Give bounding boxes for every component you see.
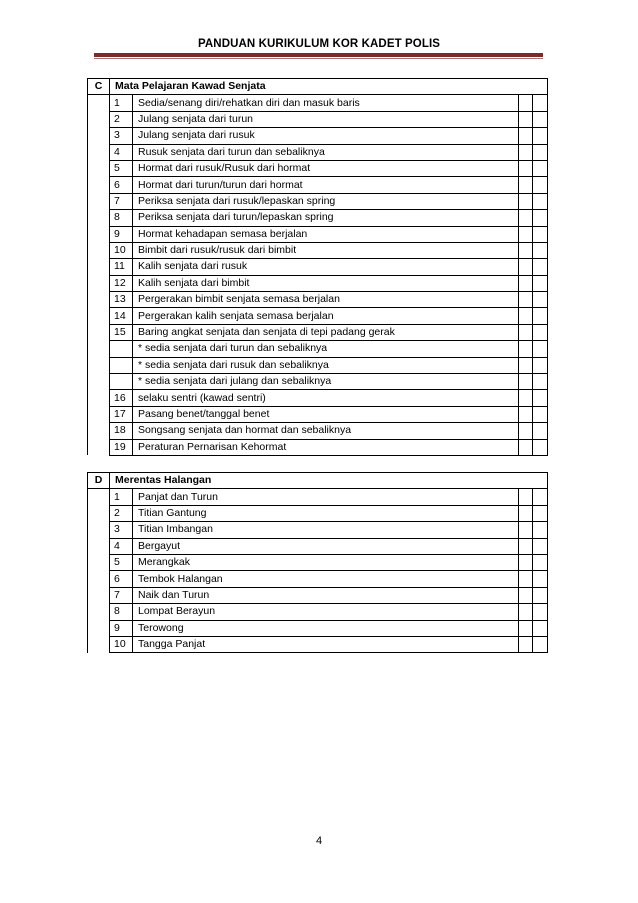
item-number: 3 (110, 522, 133, 538)
table-row (88, 160, 548, 176)
check-cell-1 (519, 604, 533, 620)
check-cell-2 (533, 489, 548, 505)
check-cell-1 (519, 620, 533, 636)
check-cell-1 (519, 341, 533, 357)
table-row (88, 554, 548, 570)
item-text: Pergerakan kalih senjata semasa berjalan (133, 308, 519, 324)
check-cell-2 (533, 406, 548, 422)
item-number (110, 357, 133, 373)
item-text: Periksa senjata dari rusuk/lepaskan spring (133, 193, 519, 209)
item-number: 16 (110, 390, 133, 406)
letter-spacer-cell (88, 604, 110, 620)
check-cell-1 (519, 292, 533, 308)
letter-spacer-cell (88, 226, 110, 242)
table-row (88, 308, 548, 324)
item-text: Pergerakan bimbit senjata semasa berjalan (133, 292, 519, 308)
item-number: 11 (110, 259, 133, 275)
item-text: Songsang senjata dan hormat dan sebaliknya (133, 423, 519, 439)
item-number: 6 (110, 571, 133, 587)
section-letter: C (88, 79, 110, 95)
item-text: Julang senjata dari rusuk (133, 128, 519, 144)
check-cell-1 (519, 128, 533, 144)
check-cell-2 (533, 636, 548, 652)
check-cell-2 (533, 259, 548, 275)
table-row (88, 636, 548, 652)
letter-spacer-cell (88, 522, 110, 538)
item-text: Hormat kehadapan semasa berjalan (133, 226, 519, 242)
table-row (88, 210, 548, 226)
section-d-table (87, 472, 548, 653)
item-number: 4 (110, 144, 133, 160)
check-cell-2 (533, 144, 548, 160)
letter-spacer-cell (88, 242, 110, 258)
item-text: Peraturan Pernarisan Kehormat (133, 439, 519, 455)
item-number: 1 (110, 95, 133, 111)
item-number: 9 (110, 226, 133, 242)
section-title: Mata Pelajaran Kawad Senjata (110, 79, 548, 95)
check-cell-1 (519, 144, 533, 160)
item-number: 4 (110, 538, 133, 554)
item-text: Tembok Halangan (133, 571, 519, 587)
letter-spacer-cell (88, 95, 110, 111)
check-cell-2 (533, 111, 548, 127)
item-number: 18 (110, 423, 133, 439)
item-number: 5 (110, 554, 133, 570)
check-cell-2 (533, 193, 548, 209)
letter-spacer-cell (88, 406, 110, 422)
letter-spacer-cell (88, 439, 110, 455)
item-text: Titian Gantung (133, 505, 519, 521)
item-text: selaku sentri (kawad sentri) (133, 390, 519, 406)
item-number: 15 (110, 324, 133, 340)
letter-spacer-cell (88, 571, 110, 587)
table-row (88, 242, 548, 258)
check-cell-2 (533, 210, 548, 226)
item-text: Kalih senjata dari bimbit (133, 275, 519, 291)
check-cell-2 (533, 538, 548, 554)
item-text: * sedia senjata dari turun dan sebaliknya (133, 341, 519, 357)
letter-spacer-cell (88, 210, 110, 226)
check-cell-1 (519, 357, 533, 373)
check-cell-1 (519, 308, 533, 324)
item-text: Terowong (133, 620, 519, 636)
item-text: * sedia senjata dari rusuk dan sebaliknya (133, 357, 519, 373)
letter-spacer-cell (88, 308, 110, 324)
item-text: Merangkak (133, 554, 519, 570)
check-cell-2 (533, 390, 548, 406)
item-text: Panjat dan Turun (133, 489, 519, 505)
check-cell-2 (533, 226, 548, 242)
check-cell-1 (519, 95, 533, 111)
letter-spacer-cell (88, 111, 110, 127)
item-number (110, 374, 133, 390)
item-number: 14 (110, 308, 133, 324)
check-cell-1 (519, 111, 533, 127)
table-row (88, 374, 548, 390)
item-number: 7 (110, 587, 133, 603)
check-cell-2 (533, 128, 548, 144)
section-c-table (87, 78, 548, 456)
letter-spacer-cell (88, 587, 110, 603)
check-cell-1 (519, 439, 533, 455)
letter-spacer-cell (88, 160, 110, 176)
check-cell-2 (533, 341, 548, 357)
table-row (88, 538, 548, 554)
check-cell-2 (533, 522, 548, 538)
check-cell-1 (519, 489, 533, 505)
item-number: 2 (110, 505, 133, 521)
table-row (88, 275, 548, 291)
check-cell-1 (519, 571, 533, 587)
item-number: 9 (110, 620, 133, 636)
check-cell-1 (519, 423, 533, 439)
check-cell-1 (519, 406, 533, 422)
check-cell-1 (519, 275, 533, 291)
check-cell-1 (519, 226, 533, 242)
item-number: 2 (110, 111, 133, 127)
table-row (88, 128, 548, 144)
section-header-row (88, 79, 548, 95)
letter-spacer-cell (88, 177, 110, 193)
table-row (88, 324, 548, 340)
table-row (88, 177, 548, 193)
check-cell-1 (519, 374, 533, 390)
item-number: 19 (110, 439, 133, 455)
check-cell-2 (533, 308, 548, 324)
item-text: Pasang benet/tanggal benet (133, 406, 519, 422)
item-text: Naik dan Turun (133, 587, 519, 603)
check-cell-2 (533, 275, 548, 291)
page-header-title: PANDUAN KURIKULUM KOR KADET POLIS (197, 38, 441, 50)
table-row (88, 292, 548, 308)
check-cell-2 (533, 505, 548, 521)
table-row (88, 193, 548, 209)
check-cell-2 (533, 554, 548, 570)
check-cell-2 (533, 604, 548, 620)
letter-spacer-cell (88, 259, 110, 275)
letter-spacer-cell (88, 144, 110, 160)
letter-spacer-cell (88, 390, 110, 406)
item-text: Sedia/senang diri/rehatkan diri dan masuk baris (133, 95, 519, 111)
item-text: Periksa senjata dari turun/lepaskan spring (133, 210, 519, 226)
letter-spacer-cell (88, 357, 110, 373)
item-text: Baring angkat senjata dan senjata di tepi padang gerak (133, 324, 519, 340)
item-text: Tangga Panjat (133, 636, 519, 652)
item-text: Titian Imbangan (133, 522, 519, 538)
check-cell-1 (519, 324, 533, 340)
item-text: Lompat Berayun (133, 604, 519, 620)
item-number: 10 (110, 636, 133, 652)
letter-spacer-cell (88, 128, 110, 144)
item-text: Julang senjata dari turun (133, 111, 519, 127)
check-cell-2 (533, 620, 548, 636)
section-letter: D (88, 473, 110, 489)
item-number: 8 (110, 604, 133, 620)
check-cell-2 (533, 423, 548, 439)
table-row (88, 390, 548, 406)
header-rule-thin (94, 58, 543, 59)
check-cell-2 (533, 439, 548, 455)
item-number: 6 (110, 177, 133, 193)
table-row (88, 587, 548, 603)
check-cell-1 (519, 505, 533, 521)
check-cell-2 (533, 177, 548, 193)
check-cell-1 (519, 390, 533, 406)
check-cell-1 (519, 522, 533, 538)
letter-spacer-cell (88, 374, 110, 390)
page-number: 4 (315, 835, 323, 847)
letter-spacer-cell (88, 275, 110, 291)
item-number: 5 (110, 160, 133, 176)
letter-spacer-cell (88, 636, 110, 652)
check-cell-1 (519, 636, 533, 652)
item-text: Rusuk senjata dari turun dan sebaliknya (133, 144, 519, 160)
check-cell-2 (533, 324, 548, 340)
table-row (88, 259, 548, 275)
letter-spacer-cell (88, 538, 110, 554)
table-row (88, 357, 548, 373)
letter-spacer-cell (88, 620, 110, 636)
item-text: Bergayut (133, 538, 519, 554)
letter-spacer-cell (88, 489, 110, 505)
item-number: 3 (110, 128, 133, 144)
item-number: 10 (110, 242, 133, 258)
item-text: * sedia senjata dari julang dan sebaliknya (133, 374, 519, 390)
check-cell-2 (533, 160, 548, 176)
table-row (88, 406, 548, 422)
check-cell-1 (519, 210, 533, 226)
section-header-row (88, 473, 548, 489)
item-text: Hormat dari rusuk/Rusuk dari hormat (133, 160, 519, 176)
check-cell-2 (533, 587, 548, 603)
item-number: 1 (110, 489, 133, 505)
letter-spacer-cell (88, 554, 110, 570)
table-row (88, 620, 548, 636)
item-number: 12 (110, 275, 133, 291)
check-cell-1 (519, 554, 533, 570)
item-number: 8 (110, 210, 133, 226)
check-cell-2 (533, 242, 548, 258)
header-rule (94, 53, 543, 57)
check-cell-2 (533, 292, 548, 308)
letter-spacer-cell (88, 193, 110, 209)
table-row (88, 571, 548, 587)
check-cell-1 (519, 242, 533, 258)
letter-spacer-cell (88, 324, 110, 340)
check-cell-2 (533, 95, 548, 111)
check-cell-1 (519, 193, 533, 209)
table-row (88, 522, 548, 538)
table-row (88, 505, 548, 521)
table-row (88, 95, 548, 111)
item-text: Hormat dari turun/turun dari hormat (133, 177, 519, 193)
item-number: 7 (110, 193, 133, 209)
check-cell-2 (533, 571, 548, 587)
check-cell-1 (519, 177, 533, 193)
letter-spacer-cell (88, 423, 110, 439)
table-row (88, 111, 548, 127)
check-cell-1 (519, 587, 533, 603)
item-number: 13 (110, 292, 133, 308)
table-row (88, 226, 548, 242)
item-number (110, 341, 133, 357)
item-text: Bimbit dari rusuk/rusuk dari bimbit (133, 242, 519, 258)
table-row (88, 604, 548, 620)
check-cell-2 (533, 357, 548, 373)
check-cell-1 (519, 160, 533, 176)
check-cell-1 (519, 259, 533, 275)
table-row (88, 144, 548, 160)
letter-spacer-cell (88, 292, 110, 308)
letter-spacer-cell (88, 341, 110, 357)
table-row (88, 489, 548, 505)
table-row (88, 439, 548, 455)
section-title: Merentas Halangan (110, 473, 548, 489)
letter-spacer-cell (88, 505, 110, 521)
item-text: Kalih senjata dari rusuk (133, 259, 519, 275)
check-cell-2 (533, 374, 548, 390)
check-cell-1 (519, 538, 533, 554)
table-row (88, 423, 548, 439)
item-number: 17 (110, 406, 133, 422)
table-row (88, 341, 548, 357)
